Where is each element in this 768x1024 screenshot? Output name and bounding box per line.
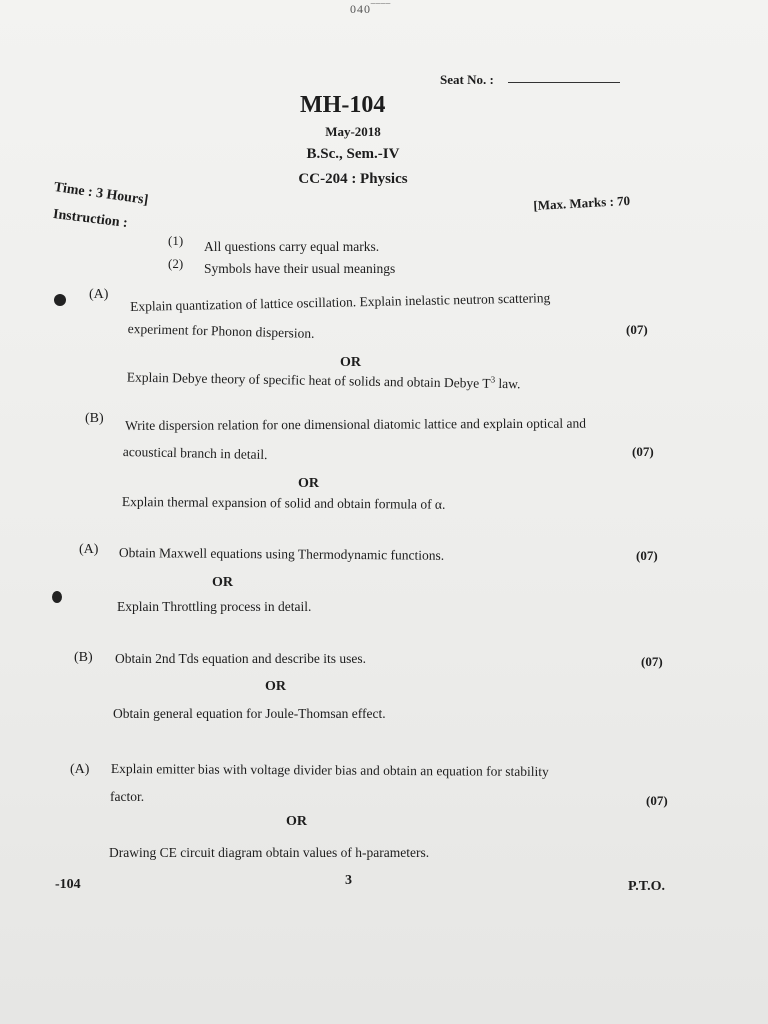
question-text: acoustical branch in detail. <box>122 444 268 463</box>
instruction-number: (2) <box>168 256 184 271</box>
seat-label: Seat No. : <box>440 72 494 87</box>
exam-date: May-2018 <box>325 124 381 139</box>
question-text: Explain emitter bias with voltage divider bias and obtain an equation for stability <box>110 761 549 780</box>
instruction-text: Symbols have their usual meanings <box>204 261 396 276</box>
subject-name: CC-204 : Physics <box>298 171 408 187</box>
question-text: Obtain Maxwell equations using Thermodynamic functions. <box>118 545 445 563</box>
instruction-number: (1) <box>168 233 184 248</box>
pto-label: P.T.O. <box>628 879 665 894</box>
or-separator: OR <box>265 679 286 694</box>
instruction-label: Instruction : <box>52 207 129 232</box>
question-marks: (07) <box>641 654 663 669</box>
question-marks: (07) <box>646 793 668 808</box>
question-text: Write dispersion relation for one dimensional diatomic lattice and explain optical and <box>125 415 587 433</box>
question-marks: (07) <box>626 322 648 337</box>
paper-code: MH-104 <box>300 92 386 118</box>
question-label: (B) <box>85 411 104 426</box>
or-separator: OR <box>340 355 361 370</box>
question-marks: (07) <box>636 548 658 563</box>
or-separator: OR <box>212 575 233 590</box>
or-separator: OR <box>298 476 319 491</box>
course-name: B.Sc., Sem.-IV <box>306 146 400 162</box>
page-number: 3 <box>345 873 352 888</box>
instruction-text: All questions carry equal marks. <box>204 239 380 254</box>
margin-mark <box>54 294 66 306</box>
question-label: (B) <box>74 650 93 665</box>
question-label: (A) <box>79 542 99 557</box>
or-separator: OR <box>286 814 307 829</box>
margin-mark <box>52 591 62 603</box>
question-label: (A) <box>70 762 90 777</box>
question-alternative: Obtain general equation for Joule-Thomsan effect. <box>113 706 386 721</box>
max-marks: [Max. Marks : 70 <box>533 192 631 213</box>
question-label: (A) <box>89 287 109 302</box>
question-text: Obtain 2nd Tds equation and describe its uses. <box>115 651 366 666</box>
time-label: Time : 3 Hours] <box>52 180 150 209</box>
question-alternative: Explain Debye theory of specific heat of solids and obtain Debye $T^3$ law. <box>126 369 521 392</box>
footer-code: -104 <box>55 877 81 892</box>
question-marks: (07) <box>632 444 654 459</box>
question-alternative: Explain Throttling process in detail. <box>117 599 312 614</box>
question-text: experiment for Phonon dispersion. <box>127 321 315 341</box>
question-alternative: Drawing CE circuit diagram obtain values of h-parameters. <box>109 845 430 860</box>
question-text: factor. <box>110 789 145 804</box>
question-text: Explain quantization of lattice oscillation. Explain inelastic neutron scattering <box>130 290 551 314</box>
question-alternative: Explain thermal expansion of solid and obtain formula of α. <box>121 494 446 512</box>
top-scribble: 040‾‾‾‾ <box>350 2 391 16</box>
seat-number-line <box>508 82 620 83</box>
